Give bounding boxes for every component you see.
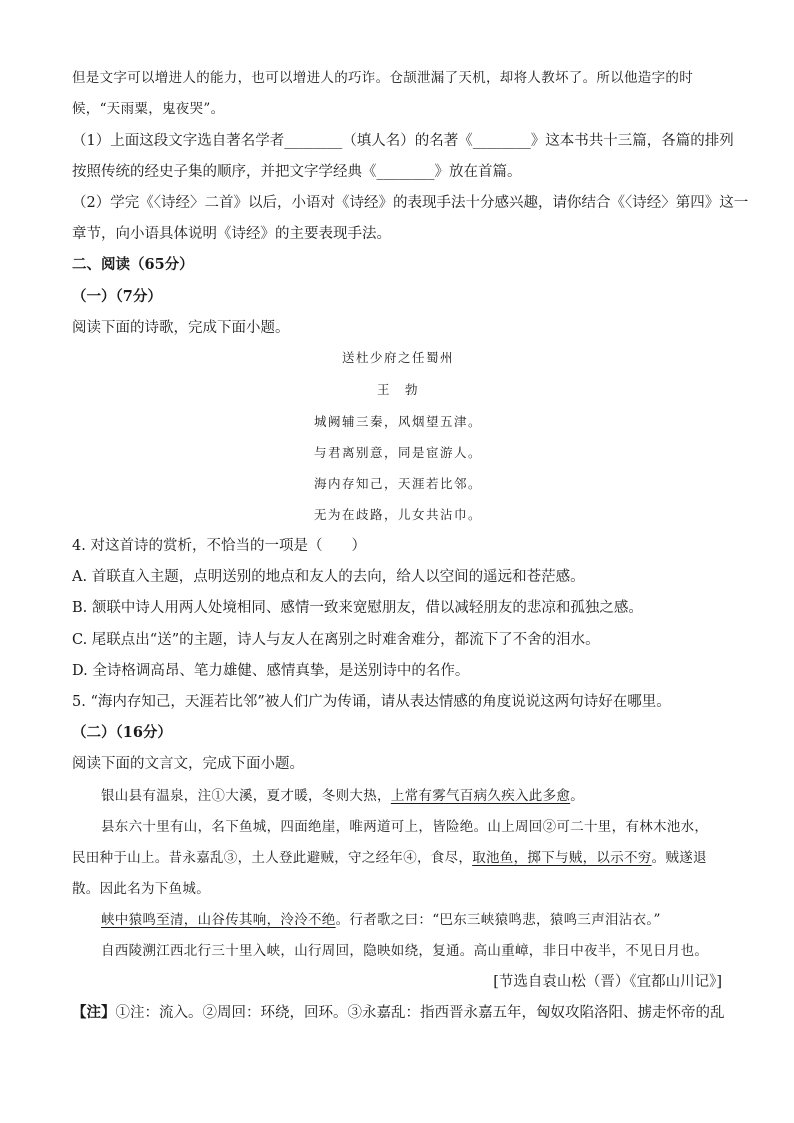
classical-text-paragraph-2-line-1: 县东六十里有山，名下鱼城，四面绝崖，唯两道可上，皆险绝。山上周回②可二十里，有林木池水， — [101, 819, 709, 835]
poem-line: 海内存知己，天涯若比邻。 — [313, 476, 482, 491]
notes — [72, 1003, 724, 1023]
option-c: C. 尾联点出“送”的主题，诗人与友人在离别之时难舍难分，都流下了不舍的泪水。 — [72, 632, 600, 648]
top-paragraph-line-2: 候，“天雨粟，鬼夜哭”。 — [72, 101, 225, 117]
question-4: 4. 对这首诗的赏析，不恰当的一项是（ ） — [72, 538, 366, 554]
question-1-line-2: 按照传统的经史子集的顺序，并把文字学经典《________》放在首篇。 — [72, 164, 522, 180]
underlined-sentence: 峡中猿鸣至清，山谷传其响，泠泠不绝 — [101, 912, 336, 928]
classical-text-paragraph-3 — [101, 910, 724, 930]
question-2-line-1: （2）学完《〈诗经〉二首》以后，小语对《诗经》的表现手法十分感兴趣，请你结合《〈诗经〉第四》这一 — [72, 195, 749, 211]
source-citation: [节选自袁山松（晋）《宜都山川记》] — [493, 974, 722, 990]
part-2-heading: （二）（16分） — [72, 724, 172, 741]
underlined-sentence: 上常有雾气百病久疾入此多愈 — [390, 788, 571, 804]
poem-line: 与君离别意，同是宦游人。 — [313, 445, 482, 460]
poem-line: 城阙辅三秦，风烟望五津。 — [313, 414, 482, 429]
part-1-instruction: 阅读下面的诗歌，完成下面小题。 — [72, 320, 290, 336]
option-a: A. 首联直入主题，点明送别的地点和友人的去向，给人以空间的遥远和苍茫感。 — [72, 569, 585, 585]
paragraph-text: 民田种于山上。昔永嘉乱③，土人登此避贼，守之经年④，食尽， — [72, 850, 473, 866]
notes-label: 【注】 — [72, 1004, 116, 1021]
question-2-line-2: 章节，向小语具体说明《诗经》的主要表现手法。 — [72, 226, 391, 242]
paragraph-text: 银山县有温泉，注①大溪，夏才暖，冬则大热， — [101, 788, 391, 804]
poem-title: 送杜少府之任蜀州 — [341, 350, 454, 365]
classical-text-paragraph-4: 自西陵溯江西北行三十里入峡，山行周回，隐映如绕，复通。高山重嶂，非日中夜半，不见日月也。 — [101, 943, 709, 959]
question-5: 5. “海内存知己，天涯若比邻”被人们广为传诵，请从表达情感的角度说说这两句诗好在哪里。 — [72, 694, 671, 710]
option-b: B. 颔联中诗人用两人处境相同、感情一致来宽慰朋友，借以减轻朋友的悲凉和孤独之感。 — [72, 600, 643, 616]
section-2-heading: 二、阅读（65分） — [72, 256, 194, 273]
classical-text-paragraph-2-line-2 — [72, 848, 724, 868]
paragraph-text: 。 — [570, 788, 585, 804]
part-1-heading: （一）（7分） — [72, 288, 162, 305]
top-paragraph-line-1: 但是文字可以增进人的能力，也可以增进人的巧诈。仓颉泄漏了天机，却将人教坏了。所以他造字的时 — [72, 70, 693, 86]
part-2-instruction: 阅读下面的文言文，完成下面小题。 — [72, 756, 304, 772]
classical-text-paragraph-2-line-3: 散。因此名为下鱼城。 — [72, 881, 210, 897]
option-d: D. 全诗格调高昂、笔力雄健、感情真挚，是送别诗中的名作。 — [72, 663, 470, 679]
paragraph-text: 。贼遂退 — [651, 850, 707, 866]
underlined-sentence: 取池鱼，掷下与贼，以示不穷 — [472, 850, 652, 866]
notes-text: ①注：流入。②周回：环绕，回环。③永嘉乱：指西晋永嘉五年，匈奴攻陷洛阳、掳走怀帝的乱 — [115, 1005, 725, 1021]
poem-line: 无为在歧路，儿女共沾巾。 — [313, 507, 482, 522]
question-1-line-1: （1）上面这段文字选自著名学者________（填人名）的名著《________》这本书共十三篇，各篇的排列 — [72, 133, 734, 149]
poem-author: 王 勃 — [376, 382, 419, 397]
classical-text-paragraph-1 — [101, 786, 724, 806]
paragraph-text: 。行者歌之曰：“巴东三峡猿鸣悲，猿鸣三声泪沾衣。” — [335, 912, 661, 928]
